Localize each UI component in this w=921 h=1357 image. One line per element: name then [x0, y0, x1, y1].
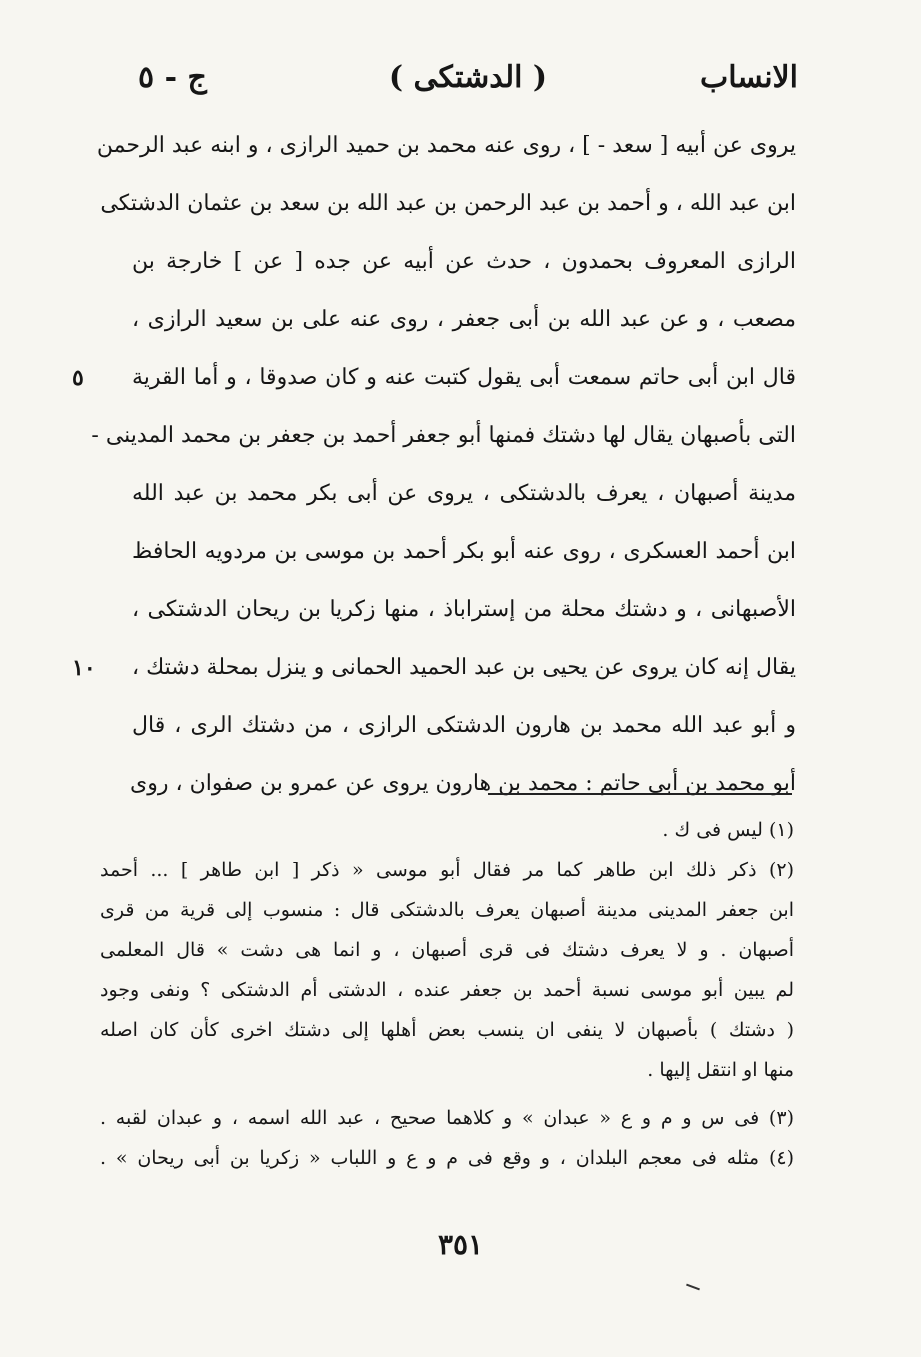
running-header [138, 56, 798, 100]
text-line: الرازى المعروف بحمدون ، حدث عن أبيه عن جده [ عن ] خارجة بن [132, 249, 796, 274]
footnote-line: ابن جعفر المدينى مدينة أصبهان يعرف بالدشتكى قال : منسوب إلى قرية من قرى [100, 899, 794, 921]
scan-mark [686, 1284, 700, 1291]
footnotes [100, 810, 794, 1178]
text-line-with-margin [72, 354, 796, 412]
margin-line-number: ١٠ [72, 655, 96, 681]
page-number: ٣٥١ [437, 1228, 484, 1261]
margin-line-number: ٥ [72, 365, 84, 391]
footnote-separator [488, 793, 792, 795]
text-line-with-margin [72, 644, 796, 702]
text-line: يقال إنه كان يروى عن يحيى بن عبد الحميد الحمانى و ينزل بمحلة دشتك ، [132, 655, 796, 680]
text-line: يروى عن أبيه [ سعد - ] ، روى عنه محمد بن حميد الرازى ، و ابنه عبد الرحمن [96, 133, 796, 158]
header-entry-title: ( الدشتكى ) [388, 60, 548, 95]
text-line: أبو محمد بن أبى حاتم : محمد بن هارون يروى عن عمرو بن صفوان ، روى [130, 771, 796, 796]
text-line: ابن عبد الله ، و أحمد بن عبد الرحمن بن عبد الله بن سعد بن عثمان الدشتكى [100, 191, 796, 216]
footnote-line: لم يبين أبو موسى نسبة أحمد بن جعفر عنده ، الدشتى أم الدشتكى ؟ ونفى وجود [100, 979, 794, 1001]
footnote-line: (٣) فى س و م و ع « عبدان » و كلاهما صحيح ، عبد الله اسمه ، و عبدان لقبه . [100, 1107, 794, 1129]
footnote-line: (٤) مثله فى معجم البلدان ، و وقع فى م و ع و اللباب « زكريا بن أبى ريحان » . [100, 1147, 794, 1169]
text-line: قال ابن أبى حاتم سمعت أبى يقول كتبت عنه و كان صدوقا ، و أما القرية [132, 365, 796, 390]
header-section-title: الانساب [700, 60, 798, 95]
footnote-line: منها او انتقل إليها . [647, 1059, 794, 1081]
text-line: و أبو عبد الله محمد بن هارون الدشتكى الرازى ، من دشتك الرى ، قال [132, 713, 796, 738]
header-volume: ج - ٥ [138, 60, 207, 95]
main-text [72, 122, 796, 818]
text-line: مدينة أصبهان ، يعرف بالدشتكى ، يروى عن أبى بكر محمد بن عبد الله [132, 481, 796, 506]
text-line: التى بأصبهان يقال لها دشتك فمنها أبو جعفر أحمد بن جعفر بن محمد المدينى - [91, 423, 796, 448]
text-line: ابن أحمد العسكرى ، روى عنه أبو بكر أحمد بن موسى بن مردويه الحافظ [132, 539, 796, 564]
footnote-line: أصبهان . و لا يعرف دشتك فى قرى أصبهان ، و انما هى دشت » قال المعلمى [100, 939, 794, 961]
footnote-line: ( دشتك ) بأصبهان لا ينفى ان ينسب بعض أهلها إلى دشتك اخرى كأن كان اصله [100, 1019, 794, 1041]
text-line: الأصبهانى ، و دشتك محلة من إستراباذ ، منها زكريا بن ريحان الدشتكى ، [132, 597, 796, 622]
footnote-line: (١) ليس فى ك . [662, 819, 794, 841]
text-line: مصعب ، و عن عبد الله بن أبى جعفر ، روى عنه على بن سعيد الرازى ، [132, 307, 796, 332]
footnote-line: (٢) ذكر ذلك ابن طاهر كما مر فقال أبو موسى « ذكر [ ابن طاهر ] ... أحمد [100, 859, 794, 881]
